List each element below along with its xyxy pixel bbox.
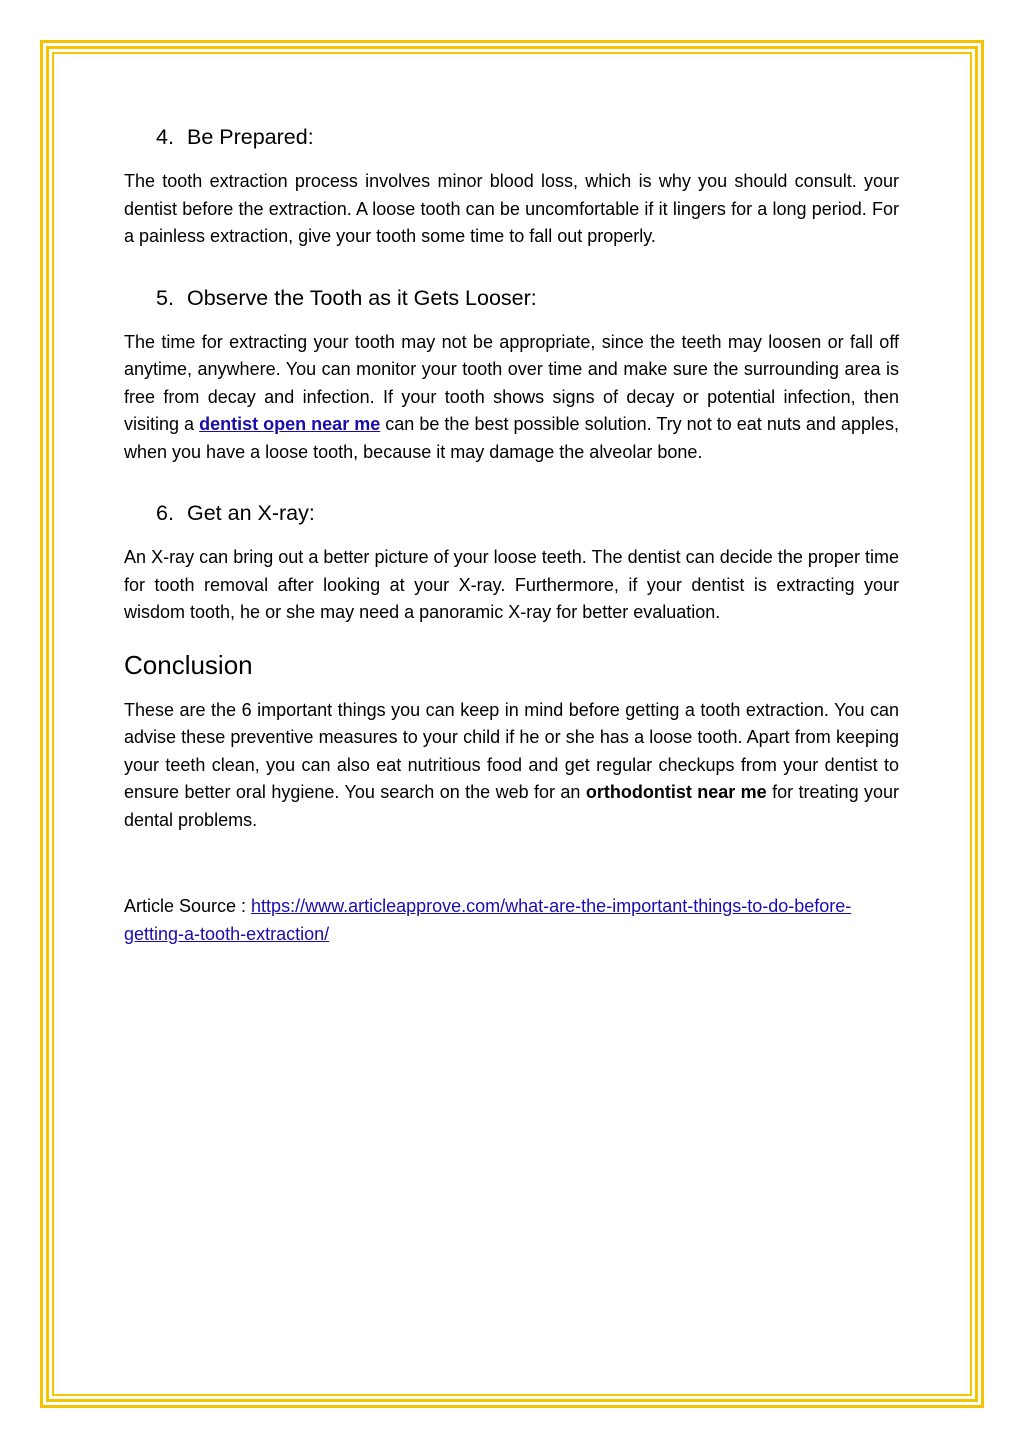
- section-heading-4: 4. Be Prepared:: [156, 125, 314, 149]
- document-body: [124, 120, 899, 948]
- section-heading-6: 6. Get an X-ray:: [156, 501, 315, 525]
- article-source-label: Article Source :: [124, 896, 252, 916]
- conclusion-heading: Conclusion: [124, 649, 253, 680]
- conclusion-paragraph: These are the 6 important things you can keep in mind before getting a tooth extraction. You can advise these preventive measures to your child if he or she has a loose tooth. Apart from keeping your teeth clean, you can also eat nutritious food and get regular checkups from your dentist to ensure better oral hygiene. You search on the web for an orthodontist near me for treating your dental problems.: [124, 699, 900, 830]
- section-paragraph-4: The tooth extraction process involves minor blood loss, which is why you should consult. your dentist before the extraction. A loose tooth can be uncomfortable if it lingers for a long period. For a painless extraction, give your tooth some time to fall out properly.: [124, 171, 899, 246]
- section-paragraph-6: An X-ray can bring out a better picture of your loose teeth. The dentist can decide the proper time for tooth removal after looking at your X-ray. Furthermore, if your dentist is extracting your wisdom tooth, he or she may need a panoramic X-ray for better evaluation.: [124, 547, 899, 622]
- orthodontist-near-me-text: orthodontist near me: [585, 782, 767, 802]
- article-source: [124, 892, 899, 948]
- article-source-link[interactable]: https://www.articleapprove.com/what-are-the-important-things-to-do-before-getting-a-tooth-extraction/: [124, 896, 852, 944]
- section-paragraph-5: The time for extracting your tooth may not be appropriate, since the teeth may loosen or fall off anytime, anywhere. You can monitor your tooth over time and make sure the surrounding area is free from decay and infection. If your tooth shows signs of decay or potential infection, then visiting a dentist open near me can be the best possible solution. Try not to eat nuts and apples, when you have a loose tooth, because it may damage the alveolar bone.: [124, 331, 899, 462]
- dentist-open-near-me-link[interactable]: dentist open near me: [199, 414, 381, 434]
- section-heading-5: 5. Observe the Tooth as it Gets Looser:: [156, 285, 537, 310]
